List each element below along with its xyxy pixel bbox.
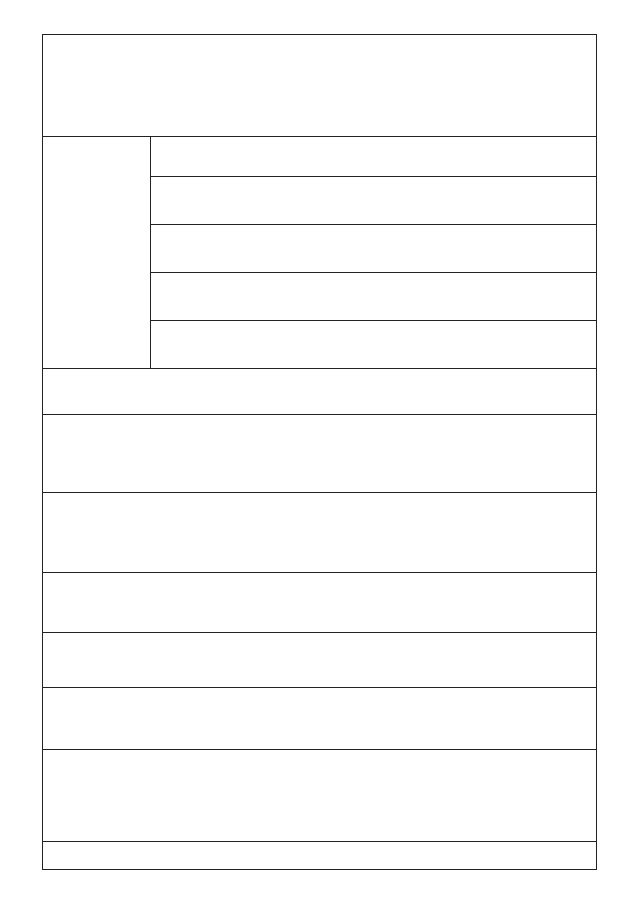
- col-regional: [150, 225, 596, 273]
- col-period: [43, 369, 597, 415]
- col-federal: [150, 273, 596, 321]
- col-ownership: [43, 633, 597, 688]
- col-name: [43, 750, 597, 842]
- col-capacity: [43, 493, 597, 573]
- program-table: [42, 34, 597, 870]
- col-total: [150, 321, 596, 369]
- col-term: [43, 573, 597, 633]
- col-result: [43, 35, 597, 137]
- program-table-rotated: [42, 35, 597, 870]
- col-no: [43, 842, 597, 870]
- col-funding: [43, 137, 151, 369]
- col-grbs: [43, 688, 597, 750]
- col-attracted: [150, 137, 596, 177]
- col-psd: [43, 415, 597, 493]
- col-local: [150, 177, 596, 225]
